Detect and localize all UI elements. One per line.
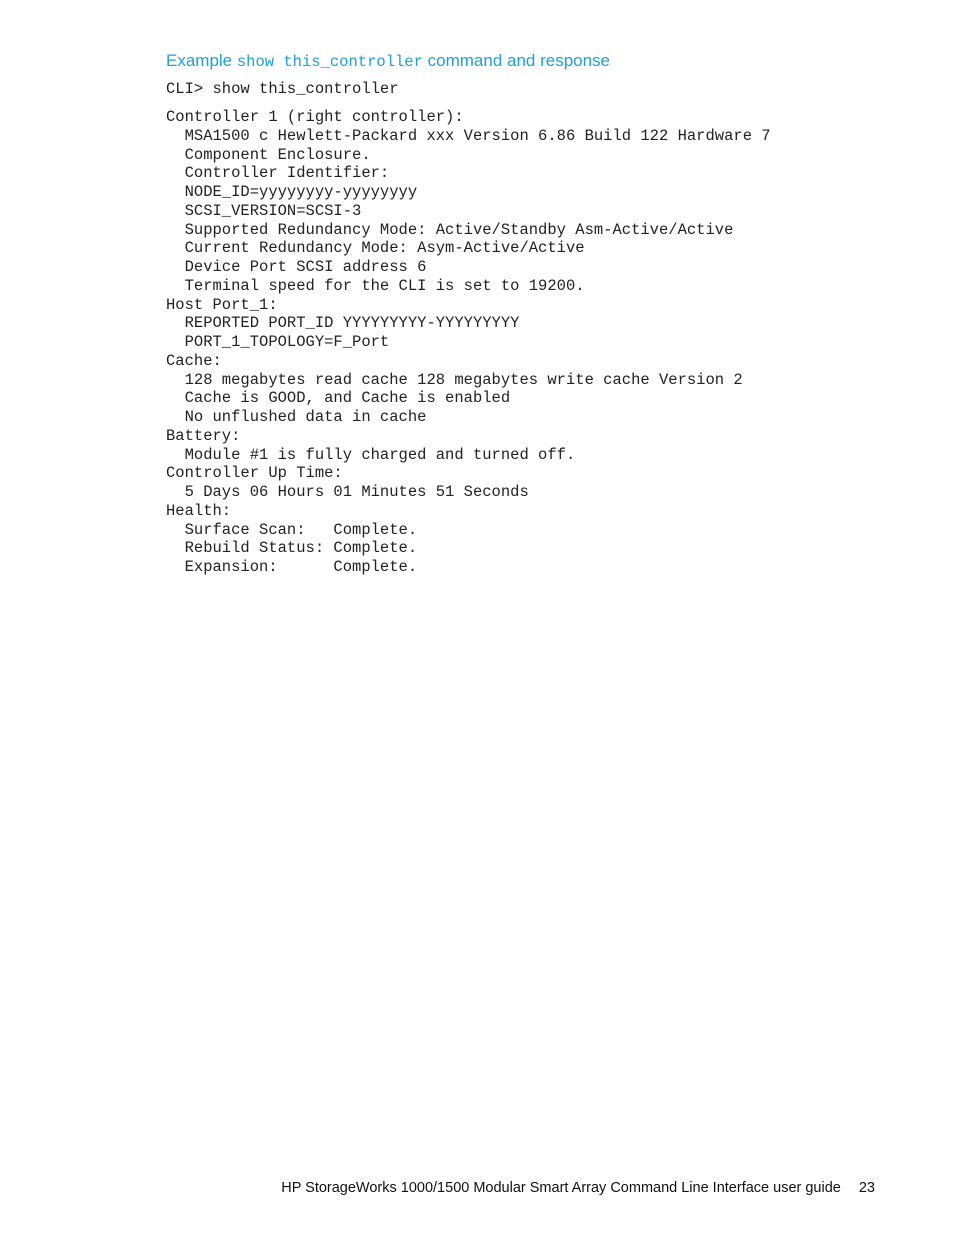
heading-suffix: command and response: [422, 51, 611, 70]
output-line: Expansion: Complete.: [166, 558, 418, 576]
output-line: Device Port SCSI address 6: [166, 258, 427, 276]
output-line: Current Redundancy Mode: Asym-Active/Active: [166, 239, 585, 258]
output-line: Terminal speed for the CLI is set to 19200.: [166, 276, 585, 295]
output-line: Surface Scan: Complete.: [166, 520, 418, 539]
output-line: Controller 1 (right controller):: [166, 108, 464, 126]
command-output: [166, 108, 771, 577]
output-line: Rebuild Status: Complete.: [166, 539, 418, 558]
output-line: Health:: [166, 501, 232, 520]
footer-title: HP StorageWorks 1000/1500 Modular Smart Array Command Line Interface user guide: [281, 1180, 841, 1196]
output-line: MSA1500 c Hewlett-Packard xxx Version 6.86 Build 122 Hardware 7: [166, 126, 771, 145]
output-line: Host Port_1:: [166, 295, 278, 314]
output-line: Component Enclosure.: [166, 145, 371, 164]
page-number: 23: [858, 1180, 875, 1196]
output-line: SCSI_VERSION=SCSI-3: [166, 201, 362, 220]
output-line: Module #1 is fully charged and turned off.: [166, 445, 576, 464]
output-line: No unflushed data in cache: [166, 408, 427, 426]
output-line: REPORTED PORT_ID YYYYYYYYY-YYYYYYYYY: [166, 314, 520, 333]
page-footer: [281, 1180, 875, 1196]
example-heading: [166, 50, 610, 73]
heading-command: show this_controller: [236, 53, 423, 71]
output-line: NODE_ID=yyyyyyyy-yyyyyyyy: [166, 183, 418, 201]
output-line: Controller Up Time:: [166, 464, 343, 483]
output-line: Battery:: [166, 426, 241, 445]
output-line: Cache:: [166, 351, 222, 370]
output-line: Supported Redundancy Mode: Active/Standby Asm-Active/Active: [166, 220, 734, 239]
cli-prompt: CLI> show this_controller: [166, 80, 399, 98]
output-line: PORT_1_TOPOLOGY=F_Port: [166, 333, 390, 351]
output-line: 5 Days 06 Hours 01 Minutes 51 Seconds: [166, 483, 529, 501]
output-line: 128 megabytes read cache 128 megabytes write cache Version 2: [166, 370, 743, 389]
output-line: Controller Identifier:: [166, 164, 390, 183]
heading-prefix: Example: [166, 51, 237, 70]
output-line: Cache is GOOD, and Cache is enabled: [166, 389, 511, 408]
